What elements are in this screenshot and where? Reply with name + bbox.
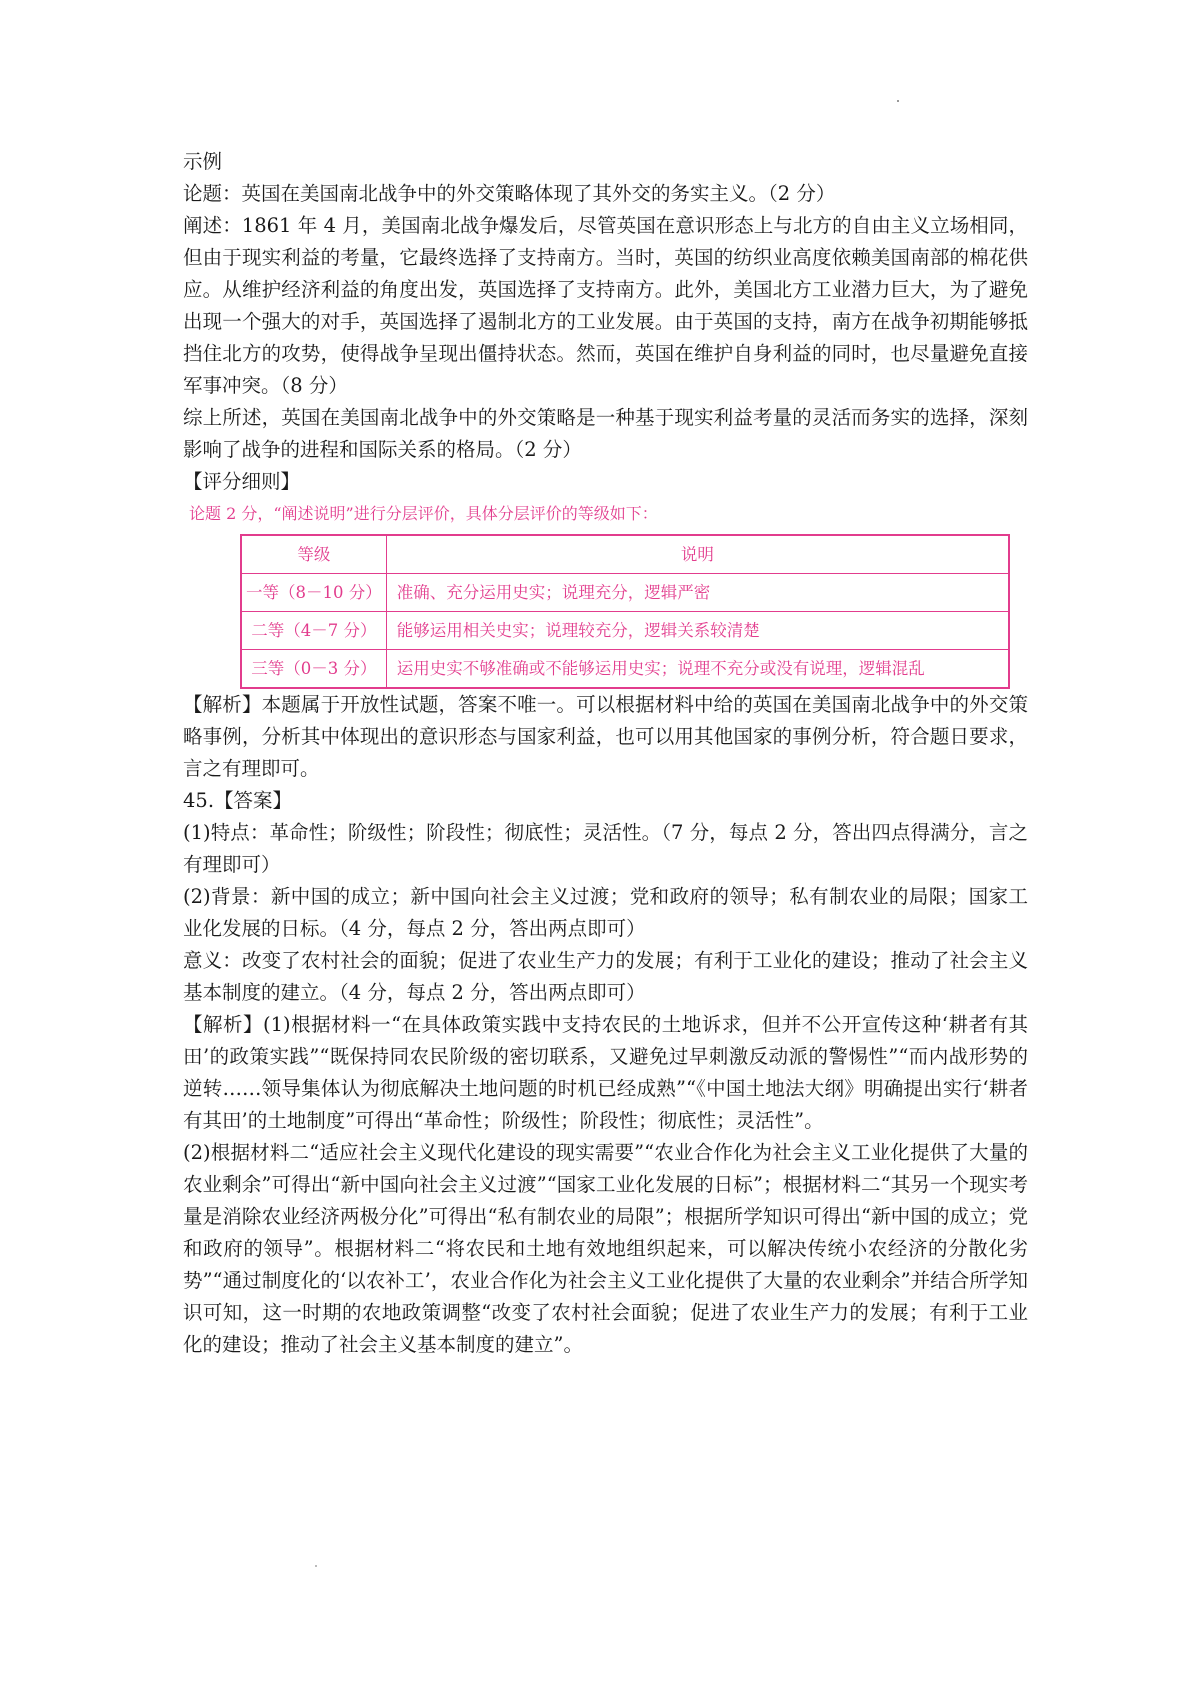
grade-description-cell: 运用史实不够准确或不能够运用史实；说理不充分或没有说理，逻辑混乱 — [386, 650, 1009, 689]
grade-level-cell: 一等（8－10 分） — [241, 574, 386, 612]
answer-content — [183, 146, 1028, 1361]
q45-heading: 45.【答案】 — [183, 789, 293, 812]
q45-part2-background: (2)背景：新中国的成立；新中国向社会主义过渡；党和政府的领导；私有制农业的局限；国家工业化发展的日标。（4 分，每点 2 分，答出两点即可） — [183, 885, 1028, 940]
grade-level-cell: 二等（4－7 分） — [241, 612, 386, 650]
table-row — [241, 650, 1009, 689]
grading-table — [240, 534, 1010, 689]
sample-elaboration: 阐述：1861 年 4 月，美国南北战争爆发后，尽管英国在意识形态上与北方的自由主义立场相同，但由于现实利益的考量，它最终选择了支持南方。当时，英国的纺织业高度依赖美国南部的棉花供应。从维护经济利益的角度出发，英国选择了支持南方。此外，美国北方工业潜力巨大，为了避免出现一个强大的对手，英国选择了遏制北方的工业发展。由于英国的支持，南方在战争初期能够抵挡住北方的攻势，使得战争呈现出僵持状态。然而，英国在维护自身利益的同时，也尽量避免直接军事冲突。（8 分） — [183, 214, 1028, 397]
table-header-row — [241, 535, 1009, 574]
rubric-heading: 【评分细则】 — [183, 470, 301, 493]
sample-label: 示例 — [183, 150, 223, 173]
grade-description-cell: 能够运用相关史实；说理较充分，逻辑关系较清楚 — [386, 612, 1009, 650]
q45-analysis-part2: (2)根据材料二“适应社会主义现代化建设的现实需要”“农业合作化为社会主义工业化提供了大量的农业剩余”可得出“新中国向社会主义过渡”“国家工业化发展的日标”；根据材料二“其另一个现实考量是消除农业经济两极分化”可得出“私有制农业的局限”；根据所学知识可得出“新中国的成立；党和政府的领导”。根据材料二“将农民和土地有效地组织起来，可以解决传统小农经济的分散化劣势”“通过制度化的‘以农补工’，农业合作化为社会主义工业化提供了大量的农业剩余”并结合所学知识可知，这一时期的农地政策调整“改变了农村社会面貌；促进了农业生产力的发展；有利于工业化的建设；推动了社会主义基本制度的建立”。 — [183, 1141, 1028, 1356]
scan-speck — [897, 100, 899, 102]
rubric-intro: 论题 2 分，“阐述说明”进行分层评价，具体分层评价的等级如下： — [189, 504, 658, 523]
q45-part2-significance: 意义：改变了农村社会的面貌；促进了农业生产力的发展；有利于工业化的建设；推动了社会主义基本制度的建立。（4 分，每点 2 分，答出两点即可） — [183, 949, 1028, 1004]
table-row — [241, 612, 1009, 650]
sample-thesis: 论题：英国在美国南北战争中的外交策略体现了其外交的务实主义。（2 分） — [183, 182, 836, 205]
scan-speck — [315, 1565, 317, 1567]
grade-level-cell: 三等（0－3 分） — [241, 650, 386, 689]
column-header-description: 说明 — [386, 535, 1009, 574]
q45-analysis-part1: 【解析】(1)根据材料一“在具体政策实践中支持农民的土地诉求，但并不公开宣传这种‘耕者有其田’的政策实践”“既保持同农民阶级的密切联系，又避免过早刺激反动派的警惕性”“而内战形势的逆转……领导集体认为彻底解决土地问题的时机已经成熟”“《中国土地法大纲》明确提出实行‘耕者有其田’的土地制度”可得出“革命性；阶级性；阶段性；彻底性；灵活性”。 — [183, 1013, 1028, 1132]
q45-part1-answer: (1)特点：革命性；阶级性；阶段性；彻底性；灵活性。（7 分，每点 2 分，答出四点得满分，言之有理即可） — [183, 821, 1028, 876]
analysis-44: 【解析】本题属于开放性试题，答案不唯一。可以根据材料中给的英国在美国南北战争中的外交策略事例，分析其中体现出的意识形态与国家利益，也可以用其他国家的事例分析，符合题日要求，言之有理即可。 — [183, 693, 1028, 780]
column-header-level: 等级 — [241, 535, 386, 574]
grade-description-cell: 准确、充分运用史实；说理充分，逻辑严密 — [386, 574, 1009, 612]
table-row — [241, 574, 1009, 612]
sample-conclusion: 综上所述，英国在美国南北战争中的外交策略是一种基于现实利益考量的灵活而务实的选择，深刻影响了战争的进程和国际关系的格局。（2 分） — [183, 406, 1028, 461]
